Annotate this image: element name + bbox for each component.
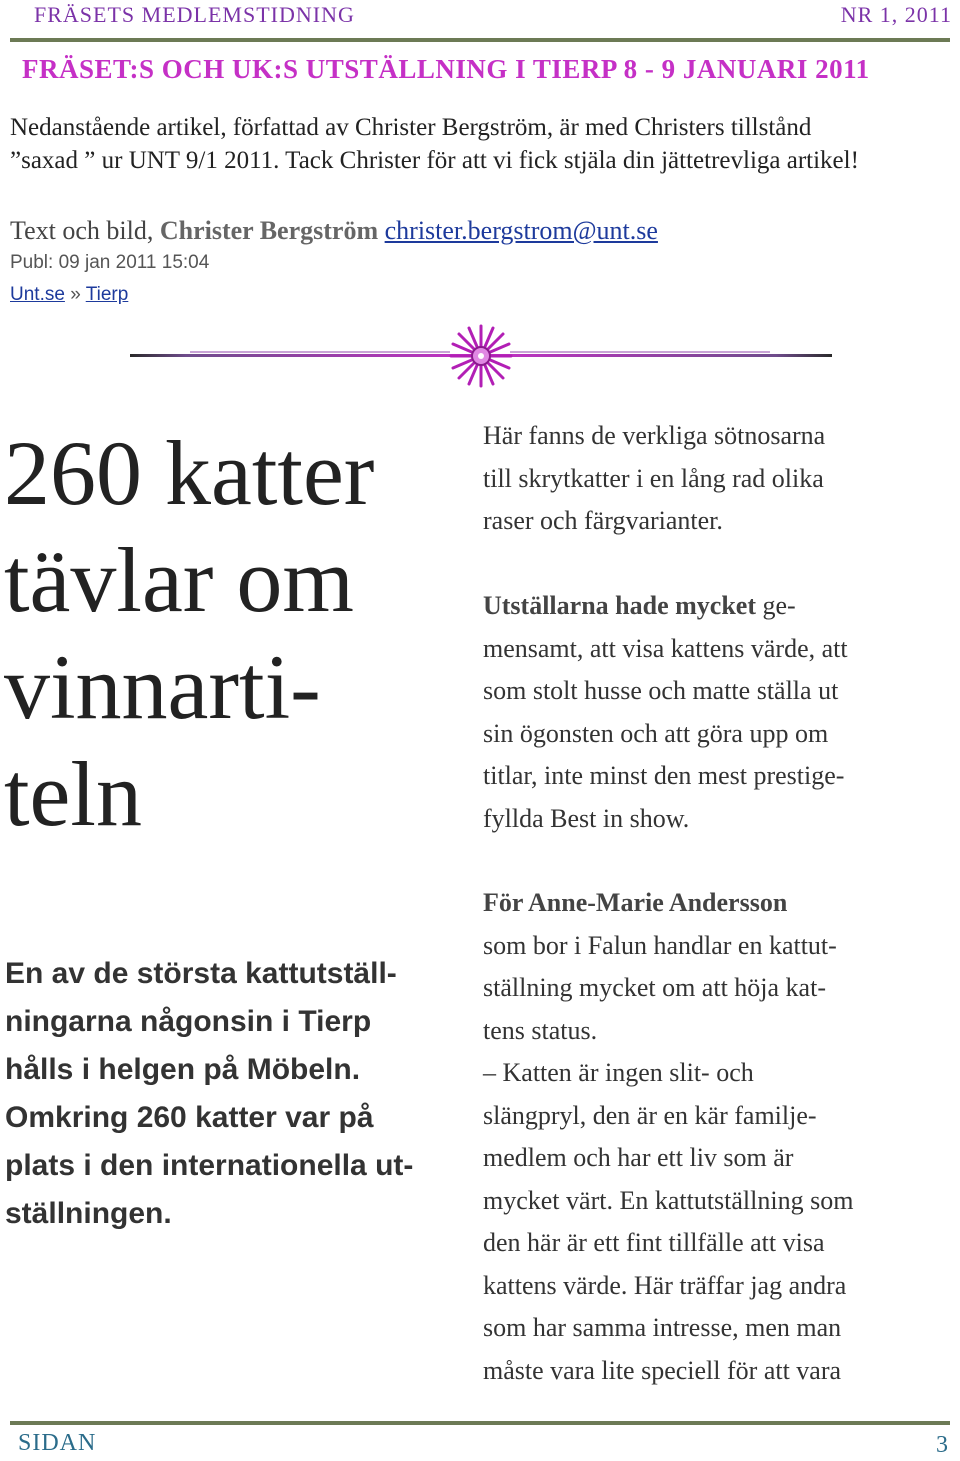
publication-name: FRÄSETS MEDLEMSTIDNING: [34, 2, 355, 27]
lead-line: En av de största kattutställ-: [5, 957, 397, 990]
event-title: FRÄSET:S OCH UK:S UTSTÄLLNING I TIERP 8 - 9 JANUARI 2011: [22, 54, 870, 84]
footer-label: SIDAN: [18, 1430, 97, 1456]
intro-paragraph: [10, 111, 950, 177]
publish-date: Publ: 09 jan 2011 15:04: [10, 252, 210, 273]
breadcrumb-separator: »: [70, 284, 81, 305]
breadcrumb: [10, 284, 128, 306]
body-line: Här fanns de verkliga sötnosarna: [483, 421, 826, 450]
author-name: Christer Bergström: [159, 216, 379, 245]
body-line: medlem och har ett liv som är: [483, 1143, 794, 1172]
body-line: sin ögonsten och att göra upp om: [483, 718, 829, 748]
headline-line: tävlar om: [4, 529, 354, 631]
lead-line: Omkring 260 katter var på: [5, 1101, 374, 1134]
byline-prefix: Text och bild,: [10, 216, 154, 245]
body-line: som har samma intresse, men man: [483, 1313, 842, 1342]
byline: [10, 216, 658, 246]
body-line: slängpryl, den är en kär familje-: [483, 1100, 817, 1130]
body-line: [483, 882, 953, 925]
body-line: som stolt husse och matte ställa ut: [483, 676, 839, 705]
lead-line: plats i den internationella ut-: [5, 1149, 414, 1182]
breadcrumb-link-section[interactable]: Tierp: [85, 284, 129, 305]
body-line: den här är ett fint tillfälle att visa: [483, 1228, 825, 1257]
lead-line: ningarna någonsin i Tierp: [5, 1005, 372, 1038]
header-divider: [10, 38, 950, 42]
body-paragraph-1: [483, 415, 953, 543]
body-line: – Katten är ingen slit- och: [483, 1058, 754, 1087]
footer-divider: [10, 1421, 950, 1425]
breadcrumb-link-site[interactable]: Unt.se: [10, 284, 65, 305]
body-line: tens status.: [483, 1015, 598, 1045]
headline-line: 260 katter: [4, 422, 375, 524]
body-line: titlar, inte minst den mest prestige-: [483, 761, 845, 790]
author-email-link[interactable]: christer.bergstrom@unt.se: [384, 216, 658, 245]
body-line: ställning mycket om att höja kat-: [483, 973, 826, 1002]
star-divider-ornament: [130, 320, 832, 392]
lead-line: ställningen.: [5, 1197, 172, 1230]
lead-line: hålls i helgen på Möbeln.: [5, 1053, 361, 1086]
body-line: fyllda Best in show.: [483, 803, 690, 833]
paragraph-lead-in: För Anne-Marie Andersson: [483, 888, 788, 917]
paragraph-lead-in: Utställarna hade mycket: [483, 591, 756, 620]
body-paragraph-2: [483, 585, 953, 840]
body-line: kattens värde. Här träffar jag andra: [483, 1270, 847, 1300]
body-line: mensamt, att visa kattens värde, att: [483, 633, 848, 663]
article-headline: [4, 420, 474, 848]
body-line: som bor i Falun handlar en kattut-: [483, 930, 837, 960]
body-line: raser och färgvarianter.: [483, 506, 723, 535]
body-line: mycket värt. En kattutställning som: [483, 1185, 854, 1215]
intro-line: ”saxad ” ur UNT 9/1 2011. Tack Christer för att vi fick stjäla din jättetrevliga artikel!: [10, 147, 859, 174]
body-line: [483, 585, 953, 628]
body-fragment: ge-: [762, 591, 796, 620]
body-line: måste vara lite speciell för att vara: [483, 1355, 842, 1385]
article-lead: [5, 950, 465, 1238]
body-line: till skrytkatter i en lång rad olika: [483, 463, 824, 493]
page-number: 3: [936, 1432, 948, 1458]
intro-line: Nedanstående artikel, författad av Christer Bergström, är med Christers tillstånd: [10, 114, 812, 141]
body-paragraph-3: [483, 882, 953, 1392]
headline-line: vinnarti-: [4, 636, 321, 738]
issue-number: NR 1, 2011: [840, 2, 952, 27]
headline-line: teln: [4, 743, 142, 845]
